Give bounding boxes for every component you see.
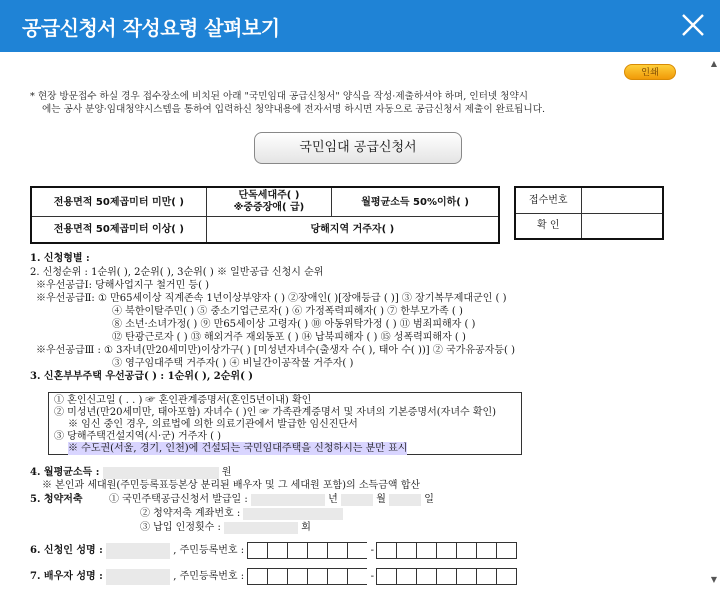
scroll-up-icon[interactable]: ▲ bbox=[710, 59, 718, 68]
account-label: ② 청약저축 계좌번호 : bbox=[140, 508, 241, 519]
notice-text bbox=[30, 90, 706, 116]
priority-1-line: ※우선공급Ⅰ: 당해사업지구 철거민 등( ) bbox=[36, 280, 210, 291]
area-under-50-cell: 전용면적 50제곱미터 미만( ) bbox=[31, 187, 206, 217]
print-button[interactable]: 인쇄 bbox=[624, 64, 676, 80]
dialog-title: 공급신청서 작성요령 살펴보기 bbox=[22, 16, 280, 40]
year-unit: 년 bbox=[328, 494, 338, 505]
severe-disability-label: ※중증장애( 급) bbox=[233, 202, 305, 213]
income-50-cell: 월평균소득 50%이하( ) bbox=[332, 187, 499, 217]
income-label: 4. 월평균소득 : bbox=[30, 467, 100, 478]
apply-type-line: 1. 신청형별 : bbox=[30, 253, 90, 264]
priority-2-line-c: ⑧ 소년·소녀가정( ) ⑨ 만65세이상 고령자( ) ⑩ 아동위탁가정 ( ) ⑪ 범죄피해자 ( ) bbox=[112, 319, 476, 330]
income-field bbox=[103, 467, 219, 479]
single-household-label: 단독세대주( ) bbox=[238, 190, 300, 201]
applicant-line bbox=[30, 542, 516, 559]
spouse-id-label: , 주민등록번호 : bbox=[173, 571, 245, 582]
applicant-name-field bbox=[106, 543, 170, 559]
payment-count-field bbox=[224, 522, 298, 534]
close-icon[interactable] bbox=[676, 8, 710, 42]
payment-count-label: ③ 납입 인정횟수 : bbox=[140, 522, 221, 533]
dialog-titlebar bbox=[0, 0, 720, 52]
savings-month-field bbox=[341, 494, 373, 506]
spouse-name-label: 7. 배우자 성명 : bbox=[30, 571, 103, 582]
resident-line: ③ 당해주택건설지역(시·군) 거주자 ( ) bbox=[54, 431, 222, 442]
month-unit: 월 bbox=[376, 494, 386, 505]
rank-line: 2. 신청순위 : 1순위( ), 2순위( ), 3순위( ) ※ 일반공급 신청시 순위 bbox=[30, 267, 324, 278]
local-resident-cell: 당해지역 거주자( ) bbox=[206, 217, 499, 243]
savings-day-field bbox=[389, 494, 421, 506]
form-title-button[interactable]: 국민임대 공급신청서 bbox=[254, 132, 462, 164]
notice-line-2: 에는 공사 분양·임대청약시스템을 통하여 입력하신 청약내용에 전자서명 하시면 자동으로 공급신청서 제출이 완료됩니다. bbox=[42, 104, 546, 115]
pregnancy-line: ※ 임신 중인 경우, 의료법에 의한 의료기관에서 발급한 임신진단서 bbox=[68, 419, 358, 430]
area-over-50-cell: 전용면적 50제곱미터 이상( ) bbox=[31, 217, 206, 243]
spouse-line bbox=[30, 568, 516, 585]
single-household-cell bbox=[206, 187, 331, 217]
savings-label: 5. 청약저축 bbox=[30, 494, 83, 505]
applicant-id-label: , 주민등록번호 : bbox=[173, 545, 245, 556]
account-field bbox=[243, 508, 343, 520]
id-dash: - bbox=[367, 542, 377, 559]
spouse-name-field bbox=[106, 569, 170, 585]
confirm-value bbox=[581, 213, 663, 239]
vertical-scrollbar[interactable] bbox=[708, 52, 720, 594]
dialog-content bbox=[0, 52, 720, 594]
application-form-preview bbox=[30, 52, 706, 594]
applicant-id-boxes bbox=[247, 542, 516, 559]
receipt-number-label: 접수번호 bbox=[515, 187, 581, 213]
children-line: ② 미성년(만20세미만, 태아포함) 자녀수 ( )인 ☞ 가족관계증명서 및 자녀의 기본증명서(자녀수 확인) bbox=[54, 407, 497, 418]
savings-year-field bbox=[251, 494, 325, 506]
count-unit: 회 bbox=[301, 522, 311, 533]
priority-3-line: ※우선공급Ⅲ : ① 3자녀(만20세미만)이상가구( ) [미성년자녀수(출생자 수( ), 태아 수( ))] ② 국가유공자등( ) bbox=[36, 345, 515, 356]
receipt-number-value bbox=[581, 187, 663, 213]
account-line bbox=[140, 507, 343, 520]
marriage-date-line: ① 혼인신고일 ( . . ) ☞ 혼인관계증명서(혼인5년이내) 확인 bbox=[54, 395, 312, 406]
priority-2-line-d: ⑫ 탄광근로자 ( ) ⑬ 해외거주 재외동포 ( ) ⑭ 납북피해자 ( ) ⑮ 성폭력피해자 ( ) bbox=[112, 332, 466, 343]
newlywed-line: 3. 신혼부부주택 우선공급( ) : 1순위( ), 2순위( ) bbox=[30, 371, 254, 382]
income-unit: 원 bbox=[221, 467, 232, 478]
savings-issue-label: ① 국민주택공급신청서 발급일 : bbox=[108, 494, 248, 505]
priority-2-line-b: ④ 북한이탈주민( ) ⑤ 중소기업근로자( ) ⑥ 가정폭력피해자( ) ⑦ 한부모가족 ( ) bbox=[112, 306, 463, 317]
day-unit: 일 bbox=[424, 494, 434, 505]
category-table bbox=[30, 186, 500, 244]
spouse-id-boxes bbox=[247, 568, 516, 585]
notice-line-1: * 현장 방문접수 하실 경우 접수장소에 비치된 아래 "국민임대 공급신청서" 양식을 작성·제출하셔야 하며, 인터넷 청약시 bbox=[30, 91, 528, 102]
applicant-name-label: 6. 신청인 성명 : bbox=[30, 545, 103, 556]
income-line bbox=[30, 466, 231, 479]
spouse-id-dash: - bbox=[367, 568, 377, 585]
priority-3-line-b: ③ 영구임대주택 거주자( ) ④ 비닐간이공작물 거주자( ) bbox=[112, 358, 354, 369]
scroll-down-icon[interactable]: ▼ bbox=[710, 575, 718, 584]
receipt-table bbox=[514, 186, 664, 240]
confirm-label: 확 인 bbox=[515, 213, 581, 239]
priority-2-line: ※우선공급Ⅱ: ① 만65세이상 직계존속 1년이상부양자 ( ) ②장애인( )[장애등급 ( )] ③ 장기복무제대군인 ( ) bbox=[36, 293, 507, 304]
savings-line bbox=[30, 493, 434, 506]
income-note-line: ※ 본인과 세대원(주민등록표등본상 분리된 배우자 및 그 세대원 포함)의 소득금액 합산 bbox=[42, 480, 421, 491]
payment-count-line bbox=[140, 521, 311, 534]
metro-note-line: ※ 수도권(서울, 경기, 인천)에 건설되는 국민임대주택을 신청하시는 분만 표시 bbox=[68, 443, 408, 454]
